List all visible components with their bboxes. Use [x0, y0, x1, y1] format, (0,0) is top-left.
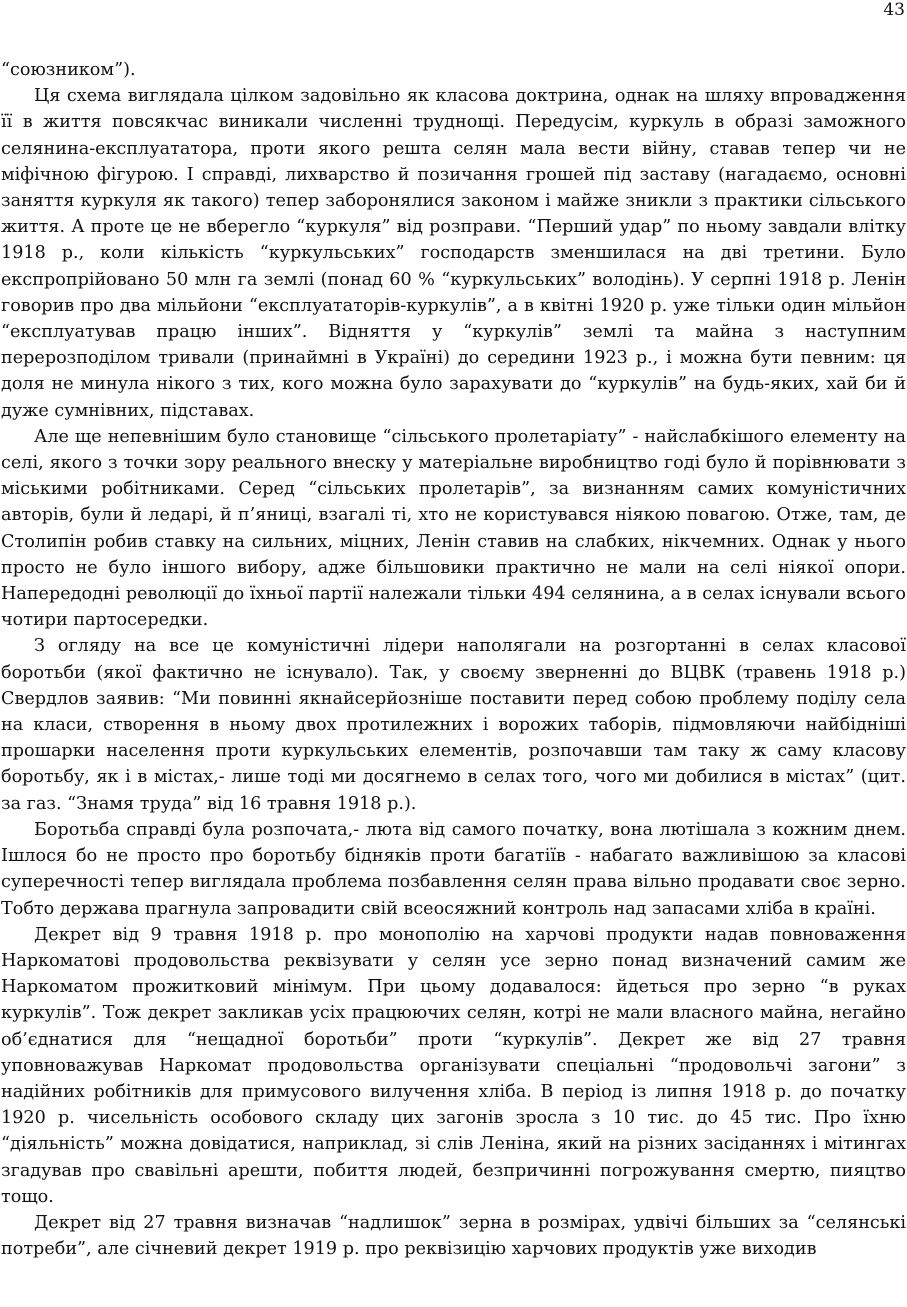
paragraph: З огляду на все це комуністичні лідери наполягали на розгортанні в селах класової боротьби (якої фактично не існувало). Так, у своєму зверненні до ВЦВК (травень 1918 р.) Свердлов заявив: “Ми повинні якнайсерйозніше поставити перед собою проблему поділу села на класи, створення в ньому двох протилежних і ворожих таборів, підмовляючи найбідніші прошарки населення проти куркульських елементів, розпочавши там таку ж саму класову боротьбу, як і в містах,- лише тоді ми досягнемо в селах того, чого ми добилися в містах” (цит. за газ. “Знамя труда” від 16 травня 1918 р.). [1, 636, 906, 814]
paragraph: “союзником”). [1, 60, 136, 80]
body-text [1, 57, 906, 1262]
paragraph: Боротьба справді була розпочата,- люта від самого початку, вона лютішала з кожним днем. Ішлося бо не просто про боротьбу бідняків проти багатіїв - набагато важливішою за класові суперечності тепер виглядала проблема позбавлення селян права вільно продавати своє зерно. Тобто держава прагнула запровадити свій всеосяжний контроль над запасами хліба в країні. [1, 819, 906, 919]
paragraph: Ця схема виглядала цілком задовільно як класова доктрина, однак на шляху впровадження її в життя повсякчас виникали численні труднощі. Передусім, куркуль в образі заможного селянина-експлуататора, проти якого решта селян мала вести війну, ставав тепер чи не міфічною фігурою. І справді, лихварство й позичання грошей під заставу (нагадаємо, основні заняття куркуля як такого) тепер заборонялися законом і майже зникли з практики сільського життя. А проте це не вберегло “куркуля” від розправи. “Перший удар” по ньому завдали влітку 1918 р., коли кількість “куркульських” господарств зменшилася на дві третини. Було експропрійовано 50 млн га землі (понад 60 % “куркульських” володінь). У серпні 1918 р. Ленін говорив про два мільйони “експлуататорів-куркулів”, а в квітні 1920 р. уже тільки один мільйон “експлуатував працю інших”. Відняття у “куркулів” землі та майна з наступним перерозподілом тривали (принаймні в Україні) до середини 1923 р., і можна бути певним: ця доля не минула нікого з тих, кого можна було зарахувати до “куркулів” на будь-яких, хай би й дуже сумнівних, підставах. [1, 86, 906, 421]
paragraph: Декрет від 9 травня 1918 р. про монополію на харчові продукти надав повноваження Наркоматові продовольства реквізувати у селян усе зерно понад визначений самим же Наркоматом прожитковий мінімум. При цьому додавалося: йдеться про зерно “в руках куркулів”. Тож декрет закликав усіх працюючих селян, котрі не мали власного майна, негайно об’єднатися для “нещадної боротьби” проти “куркулів”. Декрет же від 27 травня уповноважував Наркомат продовольства організувати спеціальні “продовольчі загони” з надійних робітників для примусового вилучення хліба. В період із липня 1918 р. до початку 1920 р. чисельність особового складу цих загонів зросла з 10 тис. до 45 тис. Про їхню “діяльність” можна довідатися, наприклад, зі слів Леніна, який на різних засіданнях і мітингах згадував про свавільні арешти, побиття людей, безпричинні погрожування смертю, пияцтво тощо. [1, 924, 906, 1207]
paragraph: Декрет від 27 травня визначав “надлишок” зерна в розмірах, удвічі більших за “селянські потреби”, але січневий декрет 1919 р. про реквізицію харчових продуктів уже виходив [1, 1212, 906, 1260]
paragraph: Але ще непевнішим було становище “сільського пролетаріату” - найслабкішого елементу на селі, якого з точки зору реального внеску у матеріальне виробництво годі було й порівнювати з міськими робітниками. Серед “сільських пролетарів”, за визнанням самих комуністичних авторів, були й ледарі, й п’яниці, взагалі ті, хто не користувався ніякою повагою. Отже, там, де Столипін робив ставку на сильних, міцних, Ленін ставив на слабких, нікчемних. Однак у нього просто не було іншого вибору, адже більшовики практично не мали на селі ніякої опори. Напередодні революції до їхньої партії належали тільки 494 селянина, а в селах існували всього чотири партосередки. [1, 426, 906, 631]
page-number: 43 [883, 0, 905, 20]
